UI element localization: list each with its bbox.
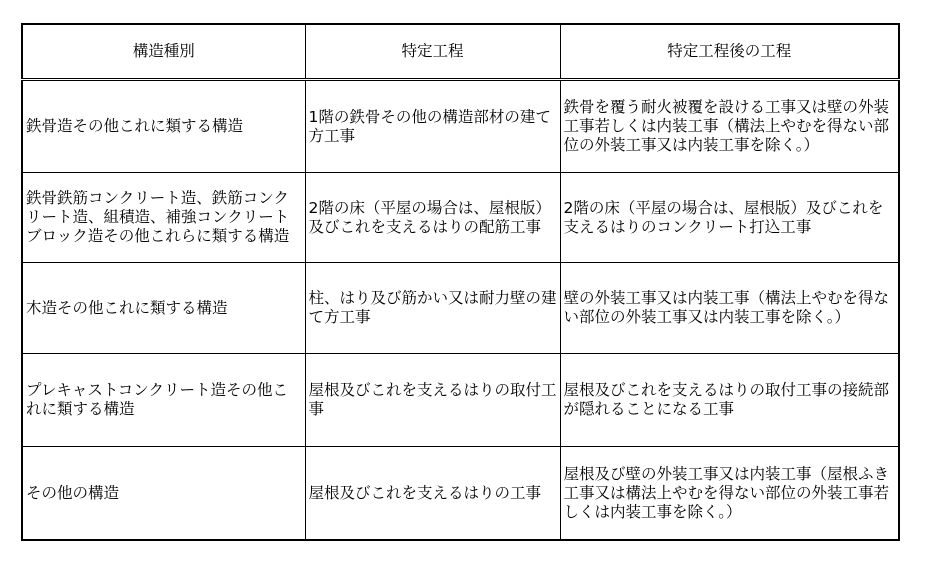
cell-post-process: 壁の外装工事又は内装工事（構法上やむを得ない部位の外装工事又は内装工事を除く。）	[560, 263, 899, 354]
table-row	[22, 80, 899, 173]
cell-post-process: 鉄骨を覆う耐火被覆を設ける工事又は壁の外装工事若しくは内装工事（構法上やむを得ない部位の外装工事又は内装工事を除く。）	[560, 80, 899, 173]
cell-specified-process: 1階の鉄骨その他の構造部材の建て方工事	[305, 80, 560, 173]
cell-structure-type: 鉄骨鉄筋コンクリート造、鉄筋コンクリート造、組積造、補強コンクリートブロック造その他これらに類する構造	[22, 173, 305, 263]
table-row	[22, 447, 899, 541]
cell-structure-type: 鉄骨造その他これに類する構造	[22, 80, 305, 173]
cell-specified-process: 2階の床（平屋の場合は、屋根版）及びこれを支えるはりの配筋工事	[305, 173, 560, 263]
table-row	[22, 173, 899, 263]
cell-specified-process: 柱、はり及び筋かい又は耐力壁の建て方工事	[305, 263, 560, 354]
cell-post-process: 屋根及び壁の外装工事又は内装工事（屋根ふき工事又は構法上やむを得ない部位の外装工事若しくは内装工事を除く。）	[560, 447, 899, 541]
cell-specified-process: 屋根及びこれを支えるはりの取付工事	[305, 354, 560, 447]
header-specified-process: 特定工程	[305, 24, 560, 80]
table-row	[22, 263, 899, 354]
cell-structure-type: その他の構造	[22, 447, 305, 541]
cell-structure-type: プレキャストコンクリート造その他これに類する構造	[22, 354, 305, 447]
header-post-process: 特定工程後の工程	[560, 24, 899, 80]
cell-specified-process: 屋根及びこれを支えるはりの工事	[305, 447, 560, 541]
cell-post-process: 2階の床（平屋の場合は、屋根版）及びこれを支えるはりのコンクリート打込工事	[560, 173, 899, 263]
table-row	[22, 354, 899, 447]
cell-post-process: 屋根及びこれを支えるはりの取付工事の接続部が隠れることになる工事	[560, 354, 899, 447]
table-header-row	[22, 24, 899, 80]
process-table	[21, 23, 900, 541]
cell-structure-type: 木造その他これに類する構造	[22, 263, 305, 354]
header-structure-type: 構造種別	[22, 24, 305, 80]
